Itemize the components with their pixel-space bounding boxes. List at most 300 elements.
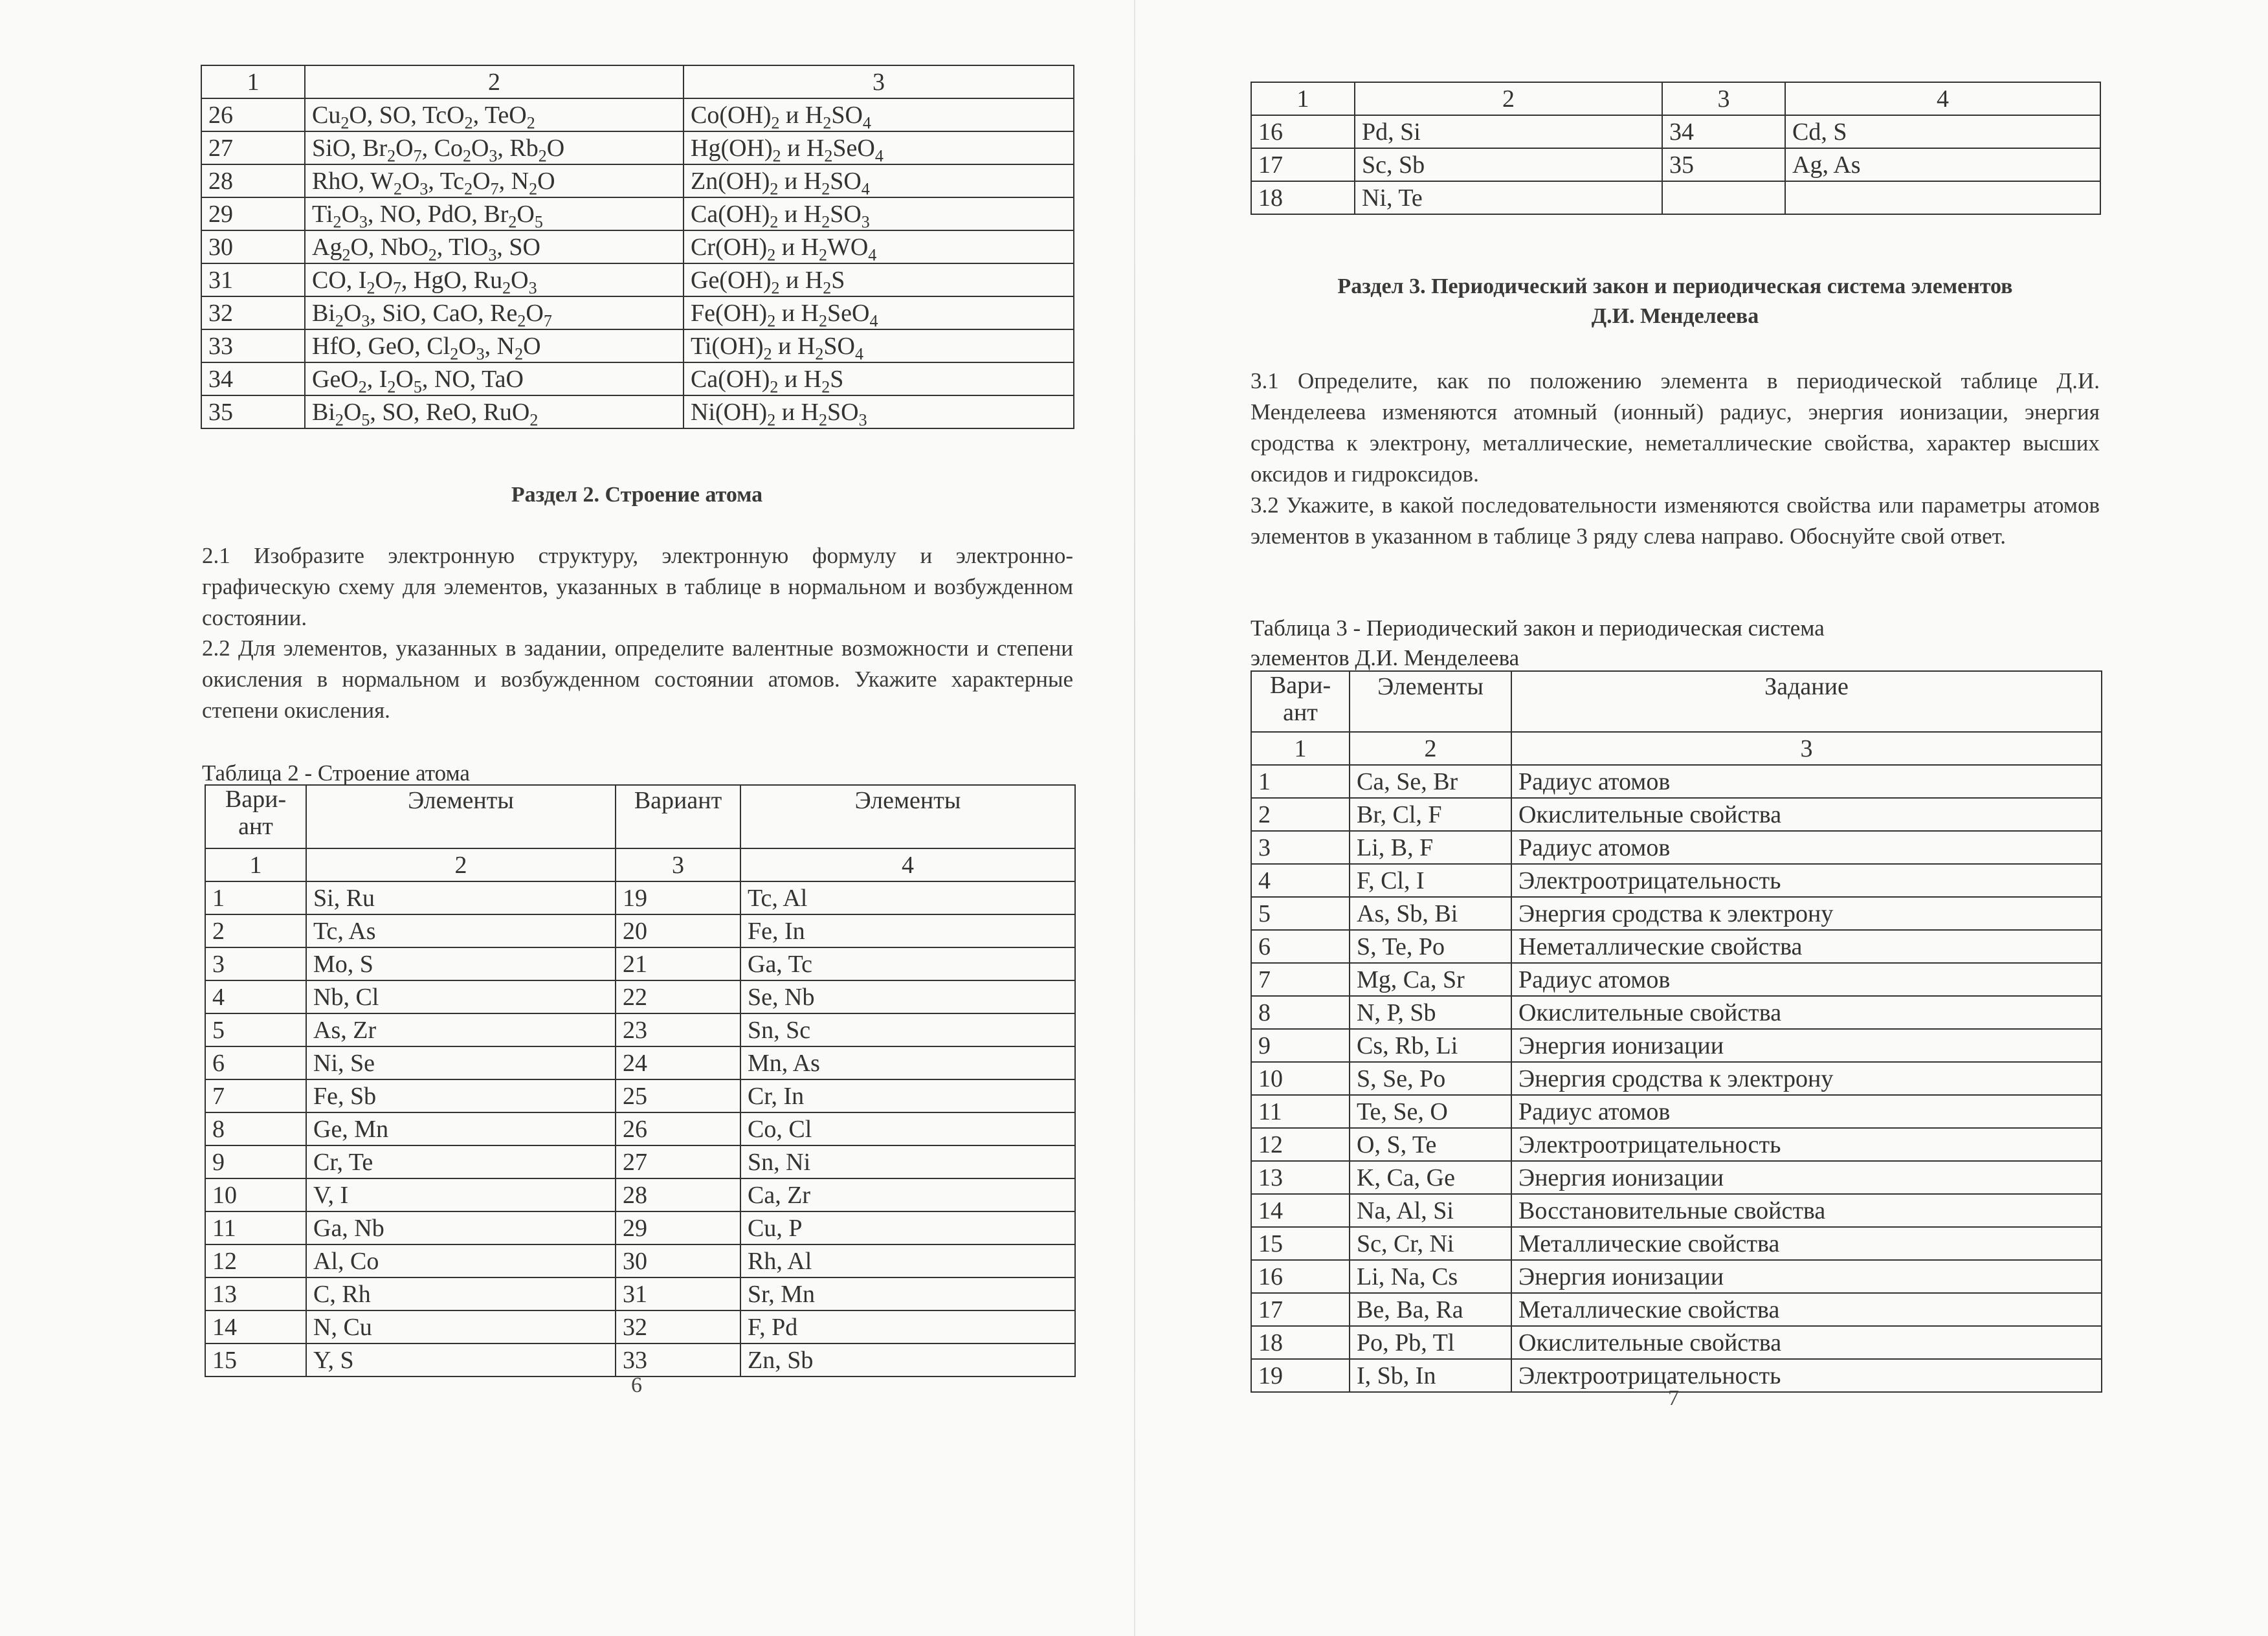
header-elements: Элементы <box>306 785 616 848</box>
formula-part: O <box>537 167 555 195</box>
formula-part: SiO, Br <box>312 134 388 162</box>
variant-cell: 33 <box>616 1343 740 1376</box>
column-number: 3 <box>616 848 740 881</box>
formula-subscript: 4 <box>868 245 877 263</box>
elements-cell: Ca, Zr <box>740 1178 1075 1211</box>
elements-cell: Sr, Mn <box>740 1277 1075 1310</box>
formula-subscript: 2 <box>529 410 539 428</box>
hydroxides-cell <box>684 296 1074 329</box>
task-cell: Электроотрицательность <box>1511 1128 2102 1161</box>
formula-subscript: 2 <box>824 146 833 164</box>
variant-cell: 6 <box>205 1046 306 1079</box>
table-2-caption: Таблица 2 - Строение атома <box>202 760 470 786</box>
variant-cell: 1 <box>1251 765 1350 798</box>
formula-part: , NO, TaO <box>421 365 524 393</box>
elements-cell: Pd, Si <box>1355 115 1662 148</box>
formula-subscript: 2 <box>515 344 524 362</box>
table-row <box>1251 1194 2102 1227</box>
formula-subscript: 2 <box>767 311 776 329</box>
table-row <box>1251 148 2100 181</box>
table-row <box>1251 765 2102 798</box>
formula-subscript: 2 <box>508 212 517 230</box>
task-number: 3.1 <box>1251 368 1279 393</box>
table-row <box>205 1343 1075 1376</box>
variant-cell: 28 <box>201 164 305 197</box>
oxides-cell <box>305 164 684 197</box>
formula-part: O <box>472 167 491 195</box>
column-number: 3 <box>684 65 1074 98</box>
formula-subscript: 2 <box>333 212 342 230</box>
variant-cell: 19 <box>1251 1359 1350 1392</box>
task-cell: Электроотрицательность <box>1511 1359 2102 1392</box>
table-row <box>1251 930 2102 963</box>
formula-subscript: 2 <box>821 212 830 230</box>
oxides-cell <box>305 131 684 164</box>
table-row <box>205 1244 1075 1277</box>
header-elements: Элементы <box>1350 671 1511 732</box>
task-cell: Радиус атомов <box>1511 765 2102 798</box>
variant-cell: 30 <box>616 1244 740 1277</box>
formula-subscript: 2 <box>387 377 396 395</box>
variant-cell: 9 <box>1251 1029 1350 1062</box>
variant-cell: 18 <box>1251 1326 1350 1359</box>
formula-part: Ag <box>312 233 342 261</box>
column-number: 2 <box>305 65 684 98</box>
variant-cell: 2 <box>205 914 306 947</box>
table-2-continuation <box>1251 82 2101 215</box>
task-cell: Энергия ионизации <box>1511 1029 2102 1062</box>
formula-part: Ca(OH) <box>691 200 770 228</box>
elements-cell: Tc, As <box>306 914 616 947</box>
table-row <box>201 263 1074 296</box>
variant-cell: 12 <box>1251 1128 1350 1161</box>
variant-cell: 8 <box>205 1112 306 1145</box>
formula-part: , SO, ReO, RuO <box>370 398 530 426</box>
elements-cell: Fe, Sb <box>306 1079 616 1112</box>
variant-cell: 9 <box>205 1145 306 1178</box>
formula-subscript: 2 <box>763 344 772 362</box>
variant-cell: 13 <box>205 1277 306 1310</box>
formula-part: O <box>511 266 529 294</box>
formula-part: O <box>341 200 359 228</box>
elements-cell: K, Ca, Ge <box>1350 1161 1511 1194</box>
formula-subscript: 4 <box>855 344 863 362</box>
formula-part: , N <box>484 332 515 360</box>
elements-cell: Ga, Nb <box>306 1211 616 1244</box>
formula-subscript: 3 <box>528 278 537 296</box>
formula-subscript: 3 <box>359 212 368 230</box>
variant-cell: 10 <box>1251 1062 1350 1095</box>
elements-cell: Br, Cl, F <box>1350 798 1511 831</box>
variant-cell: 20 <box>616 914 740 947</box>
table-row <box>1251 1062 2102 1095</box>
table-row <box>201 131 1074 164</box>
column-number: 1 <box>1251 732 1350 765</box>
table-row <box>205 1211 1075 1244</box>
formula-part: O <box>343 299 362 327</box>
formula-part: O <box>523 332 541 360</box>
hydroxides-cell <box>684 263 1074 296</box>
variant-cell: 22 <box>616 980 740 1013</box>
hydroxides-cell <box>684 329 1074 362</box>
variant-cell: 11 <box>1251 1095 1350 1128</box>
elements-cell: V, I <box>306 1178 616 1211</box>
variant-cell: 32 <box>616 1310 740 1343</box>
table-row <box>205 1310 1075 1343</box>
formula-subscript: 2 <box>450 344 459 362</box>
formula-subscript: 2 <box>821 377 830 395</box>
elements-cell: Ca, Se, Br <box>1350 765 1511 798</box>
elements-cell: Cr, Te <box>306 1145 616 1178</box>
table-row <box>1251 864 2102 897</box>
table-row <box>1251 1029 2102 1062</box>
formula-part: O <box>375 266 393 294</box>
variant-cell: 18 <box>1251 181 1355 214</box>
elements-cell: Cu, P <box>740 1211 1075 1244</box>
variant-cell: 24 <box>616 1046 740 1079</box>
table-2-atom-structure <box>205 784 1076 1377</box>
table-row <box>1251 1293 2102 1326</box>
task-cell: Окислительные свойства <box>1511 996 2102 1029</box>
formula-subscript: 2 <box>335 311 344 329</box>
task-cell: Неметаллические свойства <box>1511 930 2102 963</box>
page-number: 6 <box>631 1373 642 1397</box>
variant-cell: 17 <box>1251 148 1355 181</box>
task-text: Для элементов, указанных в задании, определите валентные возможности и степени окисления в нормальном и возбужденном состоянии атомов. Укажите характерные степени окисления. <box>202 636 1073 723</box>
section-3-title-line1: Раздел 3. Периодический закон и периодическая система элементов <box>1337 274 2013 298</box>
formula-part: , SiO, CaO, Re <box>370 299 518 327</box>
elements-cell: Cr, In <box>740 1079 1075 1112</box>
elements-cell: Ni, Te <box>1355 181 1662 214</box>
table-row <box>201 164 1074 197</box>
section-3-title-line2: Д.И. Менделеева <box>1591 304 1759 328</box>
table-oxides-body <box>201 65 1074 428</box>
formula-part: и H <box>779 101 823 129</box>
formula-part: O <box>458 332 476 360</box>
formula-subscript: 2 <box>818 410 827 428</box>
formula-part: SO <box>830 167 862 195</box>
elements-cell: Sc, Sb <box>1355 148 1662 181</box>
column-number-row <box>205 848 1075 881</box>
table-row <box>205 980 1075 1013</box>
formula-part: Co(OH) <box>691 101 772 129</box>
variant-cell: 21 <box>616 947 740 980</box>
elements-cell: N, P, Sb <box>1350 996 1511 1029</box>
table-row <box>1251 1326 2102 1359</box>
elements-cell: Ge, Mn <box>306 1112 616 1145</box>
formula-subscript: 2 <box>818 311 827 329</box>
formula-subscript: 3 <box>476 344 485 362</box>
formula-part: и H <box>775 398 819 426</box>
task-cell: Электроотрицательность <box>1511 864 2102 897</box>
formula-part: SeO <box>832 134 875 162</box>
elements-cell: Nb, Cl <box>306 980 616 1013</box>
variant-cell: 25 <box>616 1079 740 1112</box>
header-variant: Вари-ант <box>205 785 306 848</box>
elements-cell: Ni, Se <box>306 1046 616 1079</box>
formula-subscript: 2 <box>517 311 526 329</box>
task-2-2 <box>202 633 1073 726</box>
formula-part: S <box>831 266 845 294</box>
elements-cell: Sn, Sc <box>740 1013 1075 1046</box>
column-number: 1 <box>205 848 306 881</box>
table-header-row <box>201 65 1074 98</box>
variant-cell: 4 <box>1251 864 1350 897</box>
formula-subscript: 2 <box>502 278 511 296</box>
task-cell: Радиус атомов <box>1511 963 2102 996</box>
formula-part: O <box>343 398 362 426</box>
formula-subscript: 2 <box>771 278 780 296</box>
formula-subscript: 2 <box>462 146 471 164</box>
column-number: 1 <box>1251 82 1355 115</box>
table-row <box>1251 897 2102 930</box>
table-3-periodic-law <box>1251 670 2102 1393</box>
variant-cell: 10 <box>205 1178 306 1211</box>
hydroxides-cell <box>684 197 1074 230</box>
formula-subscript: 3 <box>361 311 370 329</box>
formula-subscript: 2 <box>428 245 437 263</box>
table-row <box>1251 1128 2102 1161</box>
variant-cell: 35 <box>201 395 305 428</box>
oxides-cell <box>305 329 684 362</box>
elements-cell: Al, Co <box>306 1244 616 1277</box>
table-row <box>1251 181 2100 214</box>
header-task: Задание <box>1511 671 2102 732</box>
formula-subscript: 2 <box>335 410 344 428</box>
column-number: 2 <box>1350 732 1511 765</box>
formula-subscript: 7 <box>543 311 552 329</box>
table-row <box>201 329 1074 362</box>
hydroxides-cell <box>684 164 1074 197</box>
formula-part: SeO <box>827 299 870 327</box>
formula-part: WO <box>827 233 869 261</box>
formula-part: , N <box>498 167 529 195</box>
task-3-1 <box>1251 366 2100 490</box>
elements-cell: F, Pd <box>740 1310 1075 1343</box>
formula-part: и H <box>775 233 819 261</box>
oxides-cell <box>305 263 684 296</box>
column-number: 3 <box>1662 82 1785 115</box>
table-row <box>201 362 1074 395</box>
task-cell: Радиус атомов <box>1511 1095 2102 1128</box>
hydroxides-cell <box>684 98 1074 131</box>
formula-subscript: 3 <box>858 410 867 428</box>
elements-cell: C, Rh <box>306 1277 616 1310</box>
formula-subscript: 2 <box>464 179 473 197</box>
table-row <box>205 1178 1075 1211</box>
table-row <box>1251 798 2102 831</box>
elements-cell: S, Se, Po <box>1350 1062 1511 1095</box>
task-cell: Энергия сродства к электрону <box>1511 897 2102 930</box>
variant-cell: 29 <box>201 197 305 230</box>
variant-cell: 3 <box>1251 831 1350 864</box>
variant-cell: 8 <box>1251 996 1350 1029</box>
oxides-cell <box>305 296 684 329</box>
section-2-title: Раздел 2. Строение атома <box>511 483 763 507</box>
elements-cell: Tc, Al <box>740 881 1075 914</box>
formula-subscript: 2 <box>538 146 547 164</box>
formula-part: и H <box>781 134 825 162</box>
variant-cell: 13 <box>1251 1161 1350 1194</box>
table-3-caption: Таблица 3 - Периодический закон и периодическая система элементов Д.И. Менделеева <box>1251 615 1825 670</box>
elements-cell: Ga, Tc <box>740 947 1075 980</box>
formula-part: O, SO, TcO <box>349 101 465 129</box>
oxides-cell <box>305 98 684 131</box>
variant-cell <box>1662 181 1785 214</box>
task-number: 3.2 <box>1251 492 1279 518</box>
variant-cell: 3 <box>205 947 306 980</box>
elements-cell: Li, B, F <box>1350 831 1511 864</box>
hydroxides-cell <box>684 131 1074 164</box>
formula-part: , TeO <box>472 101 527 129</box>
formula-part: SO <box>827 398 859 426</box>
formula-part: , Rb <box>497 134 539 162</box>
table-row <box>1251 1095 2102 1128</box>
table-row <box>205 1046 1075 1079</box>
formula-part: и H <box>778 365 822 393</box>
elements-cell: Fe, In <box>740 914 1075 947</box>
variant-cell: 15 <box>205 1343 306 1376</box>
task-cell: Энергия ионизации <box>1511 1161 2102 1194</box>
table-row <box>205 881 1075 914</box>
table-2-body <box>205 785 1075 1376</box>
formula-subscript: 2 <box>767 245 776 263</box>
column-number: 4 <box>740 848 1075 881</box>
variant-cell: 2 <box>1251 798 1350 831</box>
table-row <box>201 98 1074 131</box>
table-3-body <box>1251 671 2102 1392</box>
table-row <box>205 1145 1075 1178</box>
formula-part: Ti(OH) <box>691 332 764 360</box>
formula-part: O <box>401 167 420 195</box>
formula-part: Hg(OH) <box>691 134 773 162</box>
formula-subscript: 3 <box>861 212 870 230</box>
formula-part: и H <box>778 167 822 195</box>
hydroxides-cell <box>684 395 1074 428</box>
page-number: 7 <box>1668 1386 1679 1410</box>
column-number: 3 <box>1511 732 2102 765</box>
formula-part: GeO <box>312 365 359 393</box>
task-cell: Восстановительные свойства <box>1511 1194 2102 1227</box>
formula-subscript: 2 <box>823 278 832 296</box>
elements-cell: Be, Ba, Ra <box>1350 1293 1511 1326</box>
formula-part: и H <box>772 332 816 360</box>
oxides-cell <box>305 197 684 230</box>
variant-cell: 28 <box>616 1178 740 1211</box>
table-header-row <box>1251 671 2102 732</box>
formula-part: SO <box>830 200 862 228</box>
variant-cell: 16 <box>1251 1260 1350 1293</box>
elements-cell: Ag, As <box>1785 148 2100 181</box>
formula-subscript: 4 <box>861 179 870 197</box>
table-row <box>1251 963 2102 996</box>
variant-cell: 31 <box>616 1277 740 1310</box>
variant-cell: 14 <box>1251 1194 1350 1227</box>
elements-cell: Mn, As <box>740 1046 1075 1079</box>
variant-cell: 17 <box>1251 1293 1350 1326</box>
variant-cell: 15 <box>1251 1227 1350 1260</box>
formula-part: и H <box>775 299 819 327</box>
table-row <box>205 1277 1075 1310</box>
table-row <box>1251 831 2102 864</box>
variant-cell: 4 <box>205 980 306 1013</box>
formula-part: O <box>471 134 489 162</box>
formula-part: Cu <box>312 101 341 129</box>
table-header-row <box>205 785 1075 848</box>
task-text: Укажите, в какой последовательности изменяются свойства или параметры атомов элементов в указанном в таблице 3 ряду слева направо. Обоснуйте свой ответ. <box>1251 492 2100 549</box>
formula-subscript: 2 <box>526 113 535 131</box>
formula-part: O <box>546 134 565 162</box>
formula-part: O, NbO <box>350 233 428 261</box>
formula-subscript: 5 <box>534 212 543 230</box>
table-row <box>205 947 1075 980</box>
formula-part: , NO, PdO, Br <box>367 200 509 228</box>
variant-cell: 5 <box>1251 897 1350 930</box>
formula-part: SO <box>831 101 863 129</box>
header-variant: Вари-ант <box>1251 671 1350 732</box>
formula-part: , SO <box>496 233 540 261</box>
variant-cell: 35 <box>1662 148 1785 181</box>
formula-subscript: 2 <box>815 344 824 362</box>
elements-cell <box>1785 181 2100 214</box>
formula-subscript: 4 <box>869 311 878 329</box>
formula-subscript: 5 <box>413 377 422 395</box>
formula-part: Ge(OH) <box>691 266 772 294</box>
header-variant: Вариант <box>616 785 740 848</box>
formula-part: и H <box>778 200 822 228</box>
variant-cell: 27 <box>616 1145 740 1178</box>
formula-subscript: 2 <box>529 179 538 197</box>
column-number: 1 <box>201 65 305 98</box>
hydroxides-cell <box>684 362 1074 395</box>
formula-part: Fe(OH) <box>691 299 768 327</box>
column-number: 4 <box>1785 82 2100 115</box>
formula-part: , HgO, Ru <box>401 266 503 294</box>
task-cell: Энергия ионизации <box>1511 1260 2102 1293</box>
elements-cell: Sc, Cr, Ni <box>1350 1227 1511 1260</box>
table-row <box>1251 1161 2102 1194</box>
elements-cell: Mo, S <box>306 947 616 980</box>
elements-cell: Y, S <box>306 1343 616 1376</box>
task-cell: Металлические свойства <box>1511 1227 2102 1260</box>
task-cell: Окислительные свойства <box>1511 1326 2102 1359</box>
task-3-2 <box>1251 490 2100 552</box>
elements-cell: Sn, Ni <box>740 1145 1075 1178</box>
hydroxides-cell <box>684 230 1074 263</box>
table-row <box>1251 1227 2102 1260</box>
variant-cell: 31 <box>201 263 305 296</box>
variant-cell: 26 <box>616 1112 740 1145</box>
table-row <box>205 1013 1075 1046</box>
section-3-title <box>1251 272 2100 331</box>
column-number: 2 <box>306 848 616 881</box>
formula-subscript: 2 <box>770 179 779 197</box>
table-row <box>201 296 1074 329</box>
elements-cell: Mg, Ca, Sr <box>1350 963 1511 996</box>
formula-part: CO, I <box>312 266 367 294</box>
variant-cell: 11 <box>205 1211 306 1244</box>
table-row <box>1251 115 2100 148</box>
oxides-cell <box>305 230 684 263</box>
formula-part: Bi <box>312 299 335 327</box>
elements-cell: Se, Nb <box>740 980 1075 1013</box>
elements-cell: Cd, S <box>1785 115 2100 148</box>
task-number: 2.1 <box>202 543 230 568</box>
formula-subscript: 2 <box>358 377 367 395</box>
formula-part: RhO, W <box>312 167 394 195</box>
variant-cell: 1 <box>205 881 306 914</box>
variant-cell: 16 <box>1251 115 1355 148</box>
